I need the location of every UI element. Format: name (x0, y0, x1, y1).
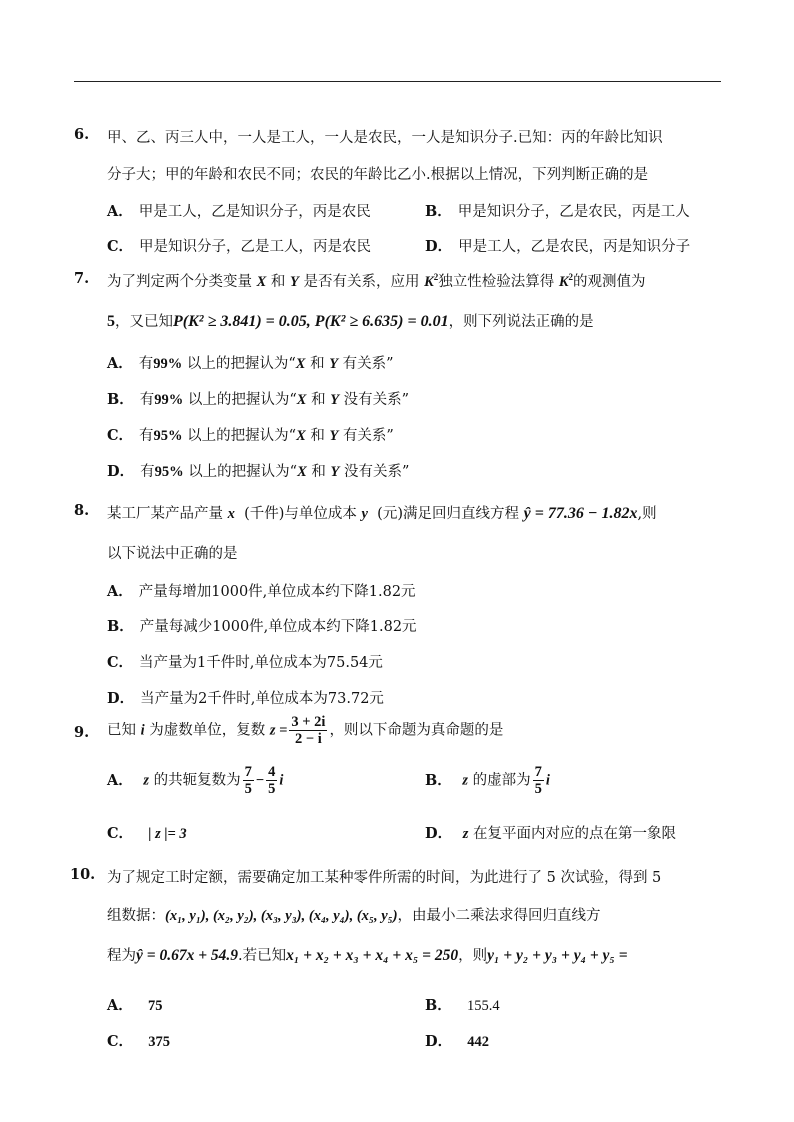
question-number: 10. (70, 866, 96, 883)
question-text-line-2: 分子大；甲的年龄和农民不同；农民的年龄比乙小.根据以上情况，下列判断正确的是 (107, 167, 649, 183)
question-number: 7. (74, 270, 90, 287)
question-number: 9. (74, 724, 90, 741)
probability-formula: P(K² ≥ 3.841) = 0.05, P(K² ≥ 6.635) = 0.01 (173, 313, 449, 330)
question-text-line-2: 组数据：(x₁, y₁), (x₂, y₂), (x₃, y₃), (x₄, y₄), (x₅, y₅)，由最小二乘法求得回归直线方 (107, 908, 601, 924)
option-a[interactable]: A． 75 (107, 997, 163, 1014)
regression-equation: ŷ = 0.67x + 54.9 (136, 947, 239, 964)
option-letter: A． (107, 203, 133, 220)
option-b[interactable]: B． 产量每减少1000件,单位成本约下降1.82元 (107, 618, 417, 635)
question-number: 8. (74, 502, 90, 519)
option-c[interactable]: C． 当产量为1千件时,单位成本为75.54元 (107, 654, 383, 671)
option-text: 甲是知识分子，乙是工人，丙是农民 (139, 239, 372, 255)
option-b[interactable]: B． 155.4 (425, 997, 500, 1014)
question-text-line-3: 程为ŷ = 0.67x + 54.9.若已知x₁ + x₂ + x₃ + x₄ + x₅ = 250，则y₁ + y₂ + y₃ + y₄ + y₅ = (107, 947, 628, 964)
option-text: 甲是工人，乙是农民，丙是知识分子 (458, 239, 691, 255)
sum-x-formula: x₁ + x₂ + x₃ + x₄ + x₅ = 250 (286, 947, 459, 964)
question-text-line-1: 甲、乙、丙三人中，一人是工人，一人是农民，一人是知识分子.已知：丙的年龄比知识 (107, 130, 663, 146)
option-letter: C． (107, 238, 134, 255)
regression-equation: ŷ = 77.36 − 1.82x (523, 505, 638, 522)
option-d[interactable] (425, 235, 690, 256)
option-letter: D． (425, 238, 453, 255)
option-b[interactable]: B． 有99% 以上的把握认为“X 和 Y 没有关系” (107, 391, 410, 408)
option-a[interactable]: A． 有99% 以上的把握认为“X 和 Y 有关系” (107, 355, 394, 372)
question-text-line-1: 某工厂某产品产量 x (千件)与单位成本 y (元)满足回归直线方程 ŷ = 77.36 − 1.82x,则 (107, 505, 657, 522)
complex-fraction: $\frac{3 + 2i}{2 - i}$ (291, 714, 326, 747)
option-d[interactable]: D． z 在复平面内对应的点在第一象限 (425, 825, 676, 842)
question-text-line-1: 为了判定两个分类变量 X 和 Y 是否有关系，应用 $K^2$独立性检验法算得 $K^2$的观测值为 (107, 272, 646, 290)
sum-y-formula: y₁ + y₂ + y₃ + y₄ + y₅ = (487, 947, 628, 964)
option-a[interactable]: A． 产量每增加1000件,单位成本约下降1.82元 (107, 583, 416, 600)
option-letter: B． (425, 203, 452, 220)
option-b[interactable] (425, 200, 690, 221)
option-a[interactable]: A． z 的共轭复数为 $\frac{7}{5}$ − $\frac{4}{5}$ i (107, 764, 284, 797)
question-text-line-2: 以下说法中正确的是 (107, 546, 238, 562)
option-c[interactable]: C． 有95% 以上的把握认为“X 和 Y 有关系” (107, 427, 394, 444)
question-text-line-1: 已知 i 为虚数单位，复数 z = $\frac{3 + 2i}{2 - i}$ ，则以下命题为真命题的是 (107, 714, 504, 747)
option-b[interactable]: B． z 的虚部为 $\frac{7}{5}$ i (425, 764, 550, 797)
question-number: 6. (74, 126, 90, 143)
data-pairs: (x₁, y₁), (x₂, y₂), (x₃, y₃), (x₄, y₄), (x₅, y₅) (165, 908, 398, 924)
option-d[interactable]: D． 有95% 以上的把握认为“X 和 Y 没有关系” (107, 463, 410, 480)
option-a[interactable] (107, 200, 371, 221)
option-d[interactable]: D． 442 (425, 1033, 490, 1050)
question-text-line-1: 为了规定工时定额，需要确定加工某种零件所需的时间，为此进行了 5 次试验，得到 5 (107, 870, 662, 886)
option-text: 甲是工人，乙是知识分子，丙是农民 (138, 204, 371, 220)
option-c[interactable]: C． 375 (107, 1033, 171, 1050)
option-text: 甲是知识分子，乙是农民，丙是工人 (457, 204, 690, 220)
option-c[interactable]: C． | z |= 3 (107, 825, 187, 842)
option-d[interactable]: D． 当产量为2千件时,单位成本为73.72元 (107, 690, 384, 707)
question-text-line-2: 5，又已知P(K² ≥ 3.841) = 0.05, P(K² ≥ 6.635) = 0.01，则下列说法正确的是 (107, 313, 594, 330)
header-rule (74, 81, 721, 82)
option-c[interactable] (107, 235, 371, 256)
